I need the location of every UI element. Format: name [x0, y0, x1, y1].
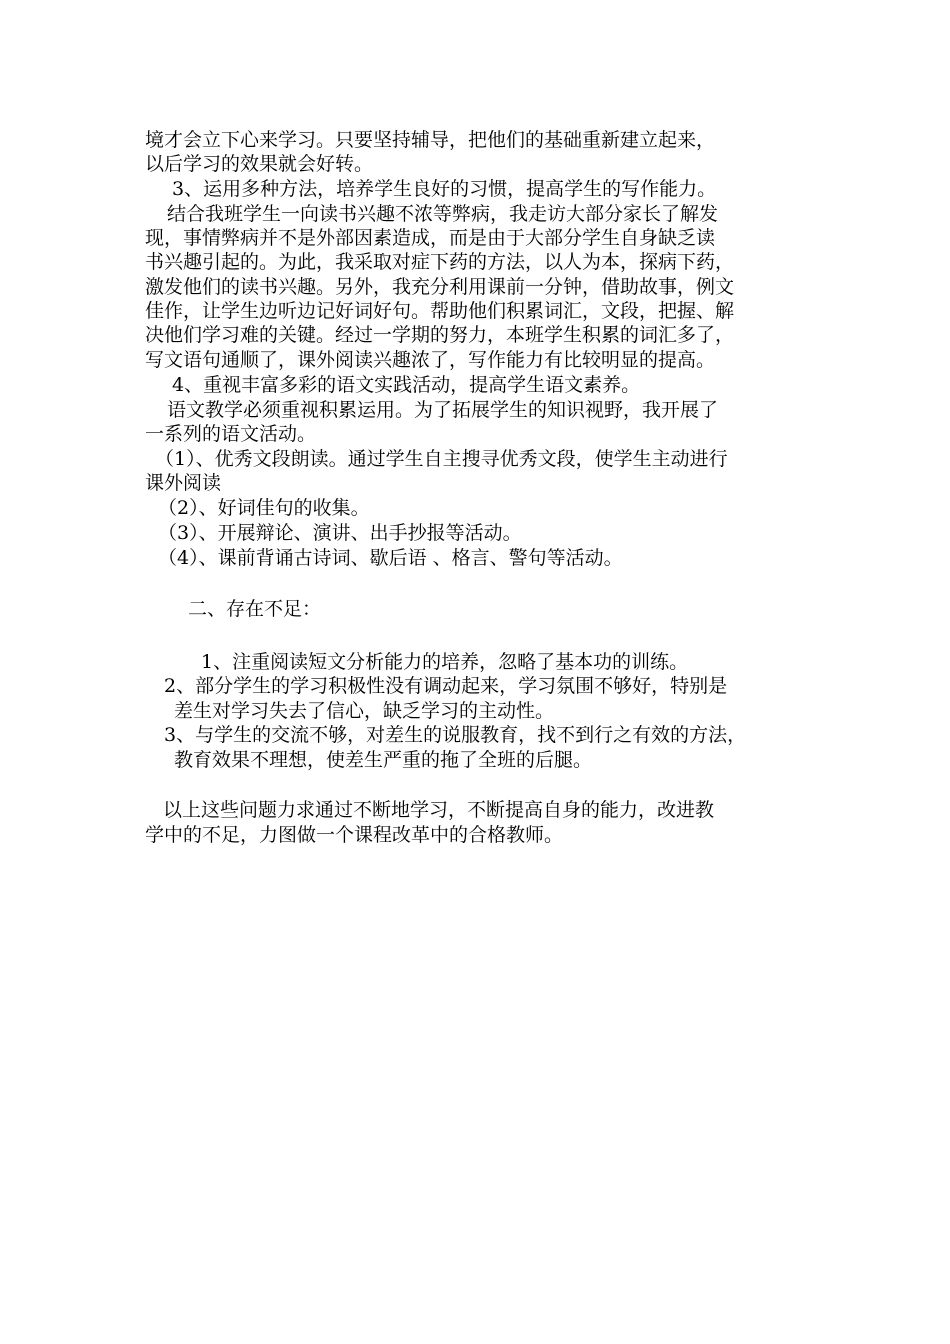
paragraph-line: 现，事情弊病并不是外部因素造成，而是由于大部分学生自身缺乏读 — [145, 227, 716, 249]
paragraph-line: 佳作，让学生边听边记好词好句。帮助他们积累词汇，文段，把握、解 — [145, 300, 735, 322]
conclusion-line: 以上这些问题力求通过不断地学习，不断提高自身的能力，改进教 — [163, 799, 715, 821]
paragraph-line: 教育效果不理想，使差生严重的拖了全班的后腿。 — [174, 749, 593, 771]
paragraph-line: 课外阅读 — [145, 472, 222, 494]
paragraph-line: 语文教学必须重视积累运用。为了拓展学生的知识视野，我开展了 — [167, 399, 719, 421]
paragraph-line: 差生对学习失去了信心，缺乏学习的主动性。 — [174, 700, 555, 722]
paragraph-line: 激发他们的读书兴趣。另外，我充分利用课前一分钟，借助故事，例文 — [145, 276, 735, 298]
paragraph-line: 写文语句通顺了，课外阅读兴趣浓了，写作能力有比较明显的提高。 — [145, 349, 716, 371]
paragraph-line: 一系列的语文活动。 — [145, 423, 317, 445]
paragraph-line: 以后学习的效果就会好转。 — [145, 153, 374, 175]
section-heading-4: 4、重视丰富多彩的语文实践活动，提高学生语文素养。 — [172, 374, 641, 396]
section-title: 二、存在不足： — [188, 598, 322, 620]
paragraph-line: 决他们学习难的关键。经过一学期的努力，本班学生积累的词汇多了， — [145, 324, 735, 346]
list-item: （3）、开展辩论、演讲、出手抄报等活动。 — [158, 522, 522, 544]
list-item: （4）、课前背诵古诗词、歇后语 、格言、警句等活动。 — [158, 547, 623, 569]
list-item: （2）、好词佳句的收集。 — [158, 497, 370, 519]
paragraph-line: 结合我班学生一向读书兴趣不浓等弊病，我走访大部分家长了解发 — [167, 203, 719, 225]
paragraph-line: 书兴趣引起的。为此，我采取对症下药的方法，以人为本，探病下药， — [145, 251, 735, 273]
section-heading-3: 3、运用多种方法，培养学生良好的习惯，提高学生的写作能力。 — [172, 178, 717, 200]
conclusion-line: 学中的不足，力图做一个课程改革中的合格教师。 — [145, 824, 564, 846]
deficiency-item: 3、与学生的交流不够，对差生的说服教育，找不到行之有效的方法， — [164, 724, 747, 746]
list-item: （1）、优秀文段朗读。通过学生自主搜寻优秀文段，使学生主动进行 — [155, 448, 728, 470]
deficiency-item: 1、注重阅读短文分析能力的培养，忽略了基本功的训练。 — [201, 651, 689, 673]
paragraph-line: 境才会立下心来学习。只要坚持辅导，把他们的基础重新建立起来， — [145, 129, 716, 151]
deficiency-item: 2、部分学生的学习积极性没有调动起来，学习氛围不够好，特别是 — [164, 675, 728, 697]
